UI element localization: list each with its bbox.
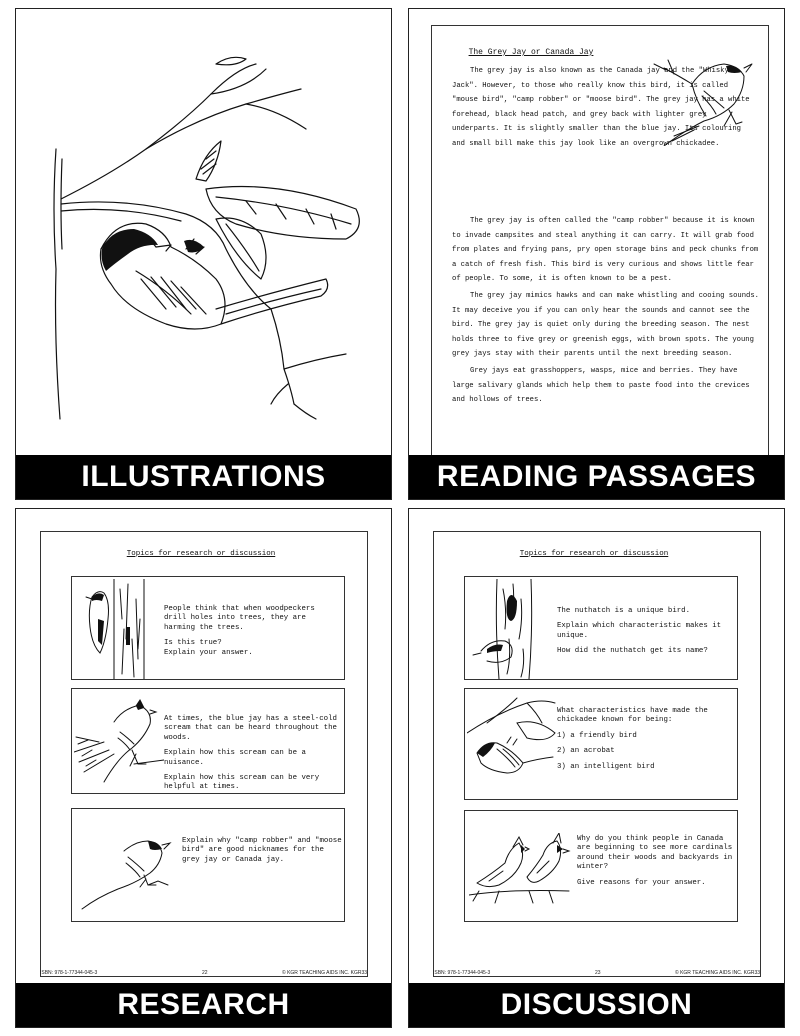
isbn-text: ISBN: 978-1-77344-045-3	[40, 970, 98, 976]
grey-jay-small-icon	[78, 831, 174, 911]
woodpecker-icon	[78, 579, 152, 679]
passage-paragraph: The grey jay mimics hawks and can make whistling and cooing sounds. It may deceive you if you can only hear the sounds and cannot see the bird. The grey jay is quiet only during the breeding season. The nest holds three to five grey or greenish eggs, with brown spots. The young grey jays stay with their parents until the next breeding season.	[452, 291, 759, 359]
chickadee-small-icon	[467, 693, 559, 793]
research-question: People think that when woodpeckers drill holes into trees, they are harming the trees.	[164, 605, 315, 632]
page-number: 22	[202, 970, 208, 976]
discussion-box-chickadee	[464, 688, 738, 800]
research-question: Explain why "camp robber" and "moose bird" are good nicknames for the grey jay or Canada jay.	[182, 837, 342, 864]
discussion-question: What characteristics have made the chickadee known for being:	[557, 707, 708, 725]
research-heading: Topics for research or discussion	[126, 550, 276, 558]
passage-lead	[452, 64, 752, 154]
research-question: At times, the blue jay has a steel-cold scream that can be heard throughout the woods.	[164, 715, 337, 742]
discussion-question: The nuthatch is a unique bird.	[557, 607, 691, 615]
publisher-text: © KGR TEACHING AIDS INC. KGR33	[282, 970, 367, 976]
discussion-question: Why do you think people in Canada are beginning to see more cardinals around their woods and backyards in winter?	[577, 835, 733, 872]
research-footer	[16, 970, 391, 979]
discussion-heading: Topics for research or discussion	[519, 550, 669, 558]
discussion-panel	[408, 508, 785, 1028]
passage-body	[452, 214, 762, 410]
blue-jay-icon	[74, 692, 164, 792]
research-page	[40, 531, 368, 977]
passage-paragraph: The grey jay is often called the "camp robber" because it is known to invade campsites and steal anything it can carry. It will grab food from plates and frying pans, pry open storage bins and peck chunks from a catch of fresh fish. This bird is very curious and shows little fear of people. To some, it is often known to be a pest.	[452, 217, 759, 284]
research-panel	[15, 508, 392, 1028]
reading-passages-panel	[408, 8, 785, 500]
chickadee-illustration	[16, 9, 392, 457]
discussion-question: How did the nuthatch get its name?	[557, 647, 708, 656]
research-banner: RESEARCH	[16, 983, 391, 1027]
page-number: 23	[595, 970, 601, 976]
cardinal-icon	[469, 833, 573, 913]
research-question: Explain how this scream can be very helpful at times.	[164, 774, 320, 792]
discussion-box-nuthatch	[464, 576, 738, 680]
passage-title: The Grey Jay or Canada Jay	[468, 48, 594, 57]
reading-page	[431, 25, 769, 457]
passage-paragraph: Grey jays eat grasshoppers, wasps, mice and berries. They have large salivary glands which help them to paste food into the crevices and hollows of trees.	[452, 366, 750, 405]
research-question: Is this true? Explain your answer.	[164, 639, 253, 657]
research-box-text	[164, 715, 344, 799]
discussion-box-cardinal	[464, 810, 738, 922]
discussion-question: Give reasons for your answer.	[577, 878, 706, 887]
discussion-banner: DISCUSSION	[409, 983, 784, 1027]
discussion-question: 1) a friendly bird	[557, 731, 637, 740]
nuthatch-icon	[471, 579, 545, 679]
discussion-footer	[409, 970, 784, 979]
reading-passages-banner: READING PASSAGES	[409, 455, 784, 499]
research-box-greyjay	[71, 808, 345, 922]
discussion-box-text	[557, 607, 733, 663]
discussion-question: 2) an acrobat	[557, 747, 615, 756]
research-box-bluejay	[71, 688, 345, 794]
research-box-text	[164, 605, 340, 664]
discussion-question: 3) an intelligent bird	[557, 762, 655, 771]
research-box-woodpecker	[71, 576, 345, 680]
discussion-box-text	[577, 835, 735, 894]
discussion-box-text	[557, 707, 737, 778]
passage-lead-text: The grey jay is also known as the Canada jay and the "Whisky Jack". However, to those who really know this bird, it is called "mouse bird", "camp robber" or "moose bird". The grey jay has a white forehead, black head patch, and grey back with lighter grey underparts. It is slightly smaller than the blue jay. Its colouring and small bill make this jay look like an overgrown chickadee.	[452, 67, 750, 148]
illustrations-panel	[15, 8, 392, 500]
publisher-text: © KGR TEACHING AIDS INC. KGR33	[675, 970, 760, 976]
discussion-question: Explain which characteristic makes it unique.	[557, 622, 722, 640]
isbn-text: ISBN: 978-1-77344-045-3	[433, 970, 491, 976]
illustrations-banner: ILLUSTRATIONS	[16, 455, 391, 499]
research-question: Explain how this scream can be a nuisance.	[164, 749, 306, 767]
discussion-page	[433, 531, 761, 977]
research-box-text	[182, 837, 342, 871]
